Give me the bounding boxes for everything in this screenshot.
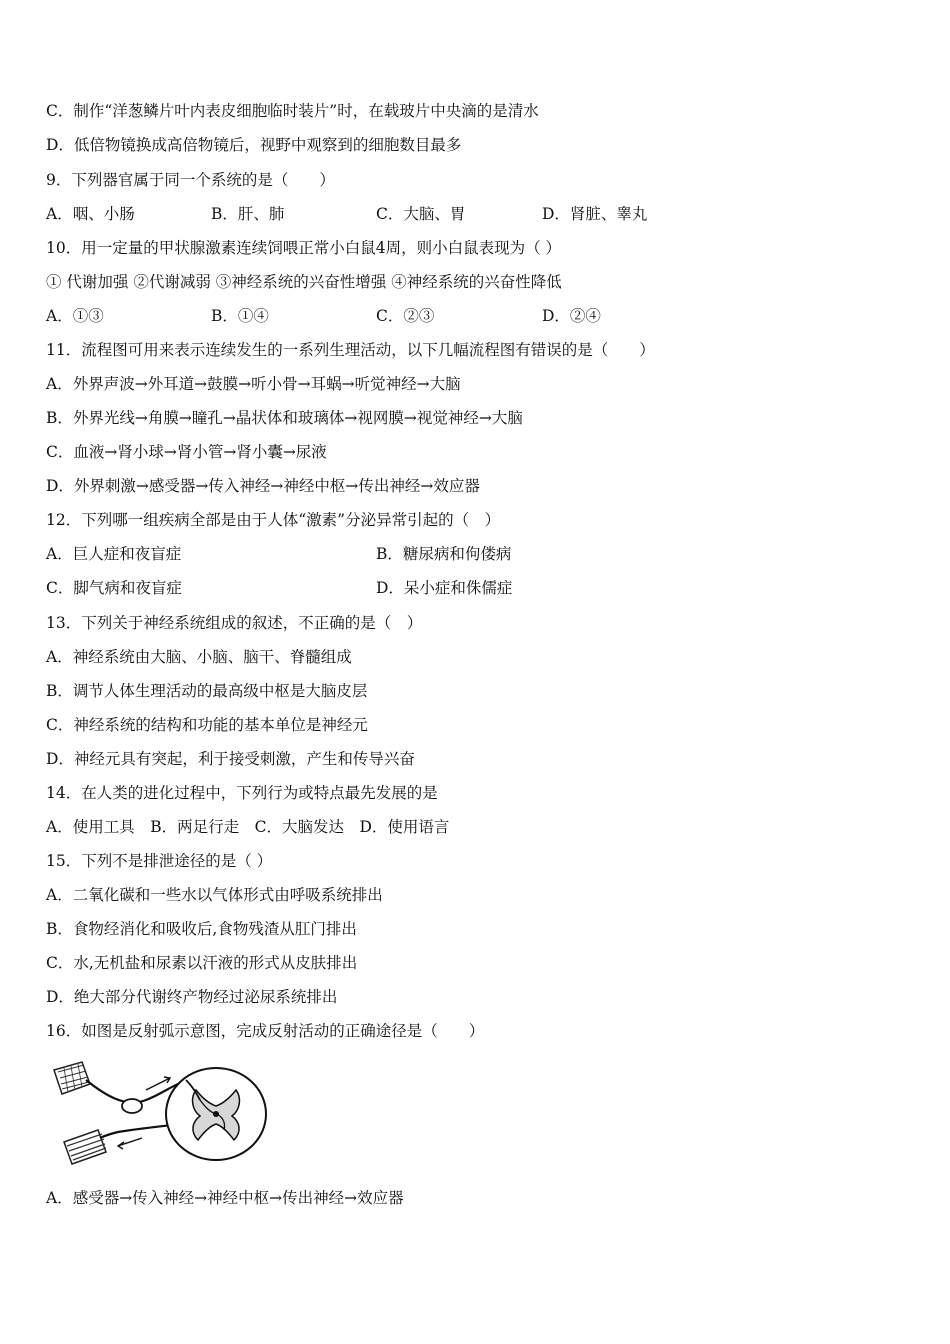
- question-9: 9．下列器官属于同一个系统的是（ ）: [46, 171, 335, 189]
- effector-muscle: [64, 1130, 106, 1164]
- question-15-option-b: B．食物经消化和吸收后,食物残渣从肛门排出: [46, 920, 357, 938]
- question-12-option-c: C．脚气病和夜盲症: [46, 579, 182, 597]
- question-11-option-c: C．血液→肾小球→肾小管→肾小囊→尿液: [46, 443, 327, 461]
- question-14: 14．在人类的进化过程中，下列行为或特点最先发展的是: [46, 784, 438, 802]
- question-13: 13．下列关于神经系统组成的叙述，不正确的是（ ）: [46, 614, 423, 632]
- spinal-cord: [166, 1068, 266, 1160]
- question-15-option-d: D．绝大部分代谢终产物经过泌尿系统排出: [46, 988, 338, 1006]
- question-12-option-d: D．呆小症和侏儒症: [376, 579, 513, 597]
- question-10-option-d: D．②④: [542, 307, 601, 325]
- question-10-option-c: C．②③: [376, 307, 435, 325]
- question-16-option-a: A．感受器→传入神经→神经中枢→传出神经→效应器: [46, 1189, 404, 1207]
- question-11-option-a: A．外界声波→外耳道→鼓膜→听小骨→耳蜗→听觉神经→大脑: [46, 375, 461, 393]
- ganglion: [122, 1099, 142, 1113]
- question-15-option-a: A．二氧化碳和一些水以气体形式由呼吸系统排出: [46, 886, 383, 904]
- option-d-prev: D．低倍物镜换成高倍物镜后，视野中观察到的细胞数目最多: [46, 136, 462, 154]
- question-9-option-d: D．肾脏、睾丸: [542, 205, 648, 223]
- question-11: 11．流程图可用来表示连续发生的一系列生理活动，以下几幅流程图有错误的是（ ）: [46, 341, 655, 359]
- question-16: 16．如图是反射弧示意图，完成反射活动的正确途径是（ ）: [46, 1022, 485, 1040]
- question-11-option-b: B．外界光线→角膜→瞳孔→晶状体和玻璃体→视网膜→视觉神经→大脑: [46, 409, 523, 427]
- question-10-items: ① 代谢加强 ②代谢减弱 ③神经系统的兴奋性增强 ④神经系统的兴奋性降低: [46, 273, 562, 291]
- question-9-option-b: B．肝、肺: [211, 205, 285, 223]
- option-c-prev: C．制作“洋葱鳞片叶内表皮细胞临时装片”时，在载玻片中央滴的是清水: [46, 102, 539, 120]
- question-13-option-c: C．神经系统的结构和功能的基本单位是神经元: [46, 716, 368, 734]
- question-15-option-c: C．水,无机盐和尿素以汗液的形式从皮肤排出: [46, 954, 358, 972]
- question-10: 10．用一定量的甲状腺激素连续饲喂正常小白鼠4周，则小白鼠表现为（ ）: [46, 239, 562, 257]
- question-9-option-c: C．大脑、胃: [376, 205, 466, 223]
- question-15: 15．下列不是排泄途径的是（ ）: [46, 852, 273, 870]
- question-11-option-d: D．外界刺激→感受器→传入神经→神经中枢→传出神经→效应器: [46, 477, 480, 495]
- question-10-option-b: B．①④: [211, 307, 269, 325]
- question-9-option-a: A．咽、小肠: [46, 205, 135, 223]
- reflex-arc-diagram: [46, 1056, 268, 1174]
- question-10-option-a: A．①③: [46, 307, 104, 325]
- arrow-efferent-icon: [118, 1138, 142, 1149]
- question-12-option-a: A．巨人症和夜盲症: [46, 545, 182, 563]
- receptor-patch: [54, 1062, 90, 1094]
- question-13-option-d: D．神经元具有突起，利于接受刺激，产生和传导兴奋: [46, 750, 415, 768]
- question-12: 12．下列哪一组疾病全部是由于人体“激素”分泌异常引起的（ ）: [46, 511, 501, 529]
- question-12-option-b: B．糖尿病和佝偻病: [376, 545, 512, 563]
- question-14-options: A．使用工具 B．两足行走 C．大脑发达 D．使用语言: [46, 818, 450, 836]
- arrow-afferent-icon: [146, 1077, 170, 1090]
- question-13-option-b: B．调节人体生理活动的最高级中枢是大脑皮层: [46, 682, 368, 700]
- question-13-option-a: A．神经系统由大脑、小脑、脑干、脊髓组成: [46, 648, 352, 666]
